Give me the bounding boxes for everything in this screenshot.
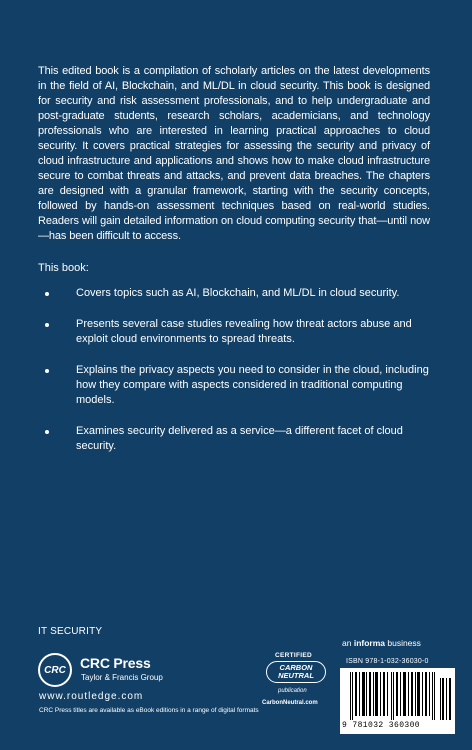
informa-business-label	[342, 638, 421, 648]
feature-list	[38, 286, 438, 470]
publisher-group: Taylor & Francis Group	[81, 673, 163, 682]
isbn-label: ISBN 978-1-032-36030-0	[346, 658, 429, 665]
book-description: This edited book is a compilation of scholarly articles on the latest developments in the field of AI, Blockchain, and ML/DL in cloud security. This book is designed for security and risk assessment professionals, and to help undergraduate and post-graduate students, research scholars, academicians, and technology professionals who are interested in learning practical approaches to cloud security. It covers practical strategies for assessing the security and privacy of cloud infrastructure and applications and shows how to make cloud infrastructure secure to combat threats and attacks, and prevent data breaches. The chapters are designed with a granular framework, starting with the security concepts, followed by hands-on assessment techniques based on real-world studies. Readers will gain detailed information on cloud computing security that—until now—has been difficult to access.	[38, 65, 430, 242]
isbn-barcode	[340, 668, 455, 734]
list-item: Explains the privacy aspects you need to consider in the cloud, including how they compare with aspects considered in traditional computing models.	[38, 363, 438, 408]
carbon-certified-label: CERTIFIED	[275, 652, 313, 659]
barcode-addon-icon	[440, 672, 452, 720]
publisher-name: CRC Press	[80, 655, 151, 671]
carbon-neutral-logo	[262, 652, 334, 716]
list-item: Covers topics such as AI, Blockchain, and ML/DL in cloud security.	[38, 286, 438, 301]
barcode-bars-icon	[350, 672, 436, 720]
carbon-site-label: CarbonNeutral.com	[262, 700, 318, 706]
informa-suffix: business	[385, 638, 421, 648]
crc-logo-icon: CRC	[38, 653, 72, 687]
informa-brand: informa	[353, 638, 385, 648]
list-item: Presents several case studies revealing how threat actors abuse and exploit cloud environments to spread threats.	[38, 317, 438, 347]
bullets-intro: This book:	[38, 262, 89, 274]
carbon-badge-icon: CARBON NEUTRAL	[266, 661, 326, 683]
informa-prefix: an	[342, 638, 354, 648]
subject-category: IT SECURITY	[38, 626, 103, 637]
list-item: Examines security delivered as a service—a different facet of cloud security.	[38, 424, 438, 454]
barcode-digits: 9 781032 360300	[342, 721, 421, 730]
carbon-publication-label: publication	[278, 688, 307, 694]
publisher-url: www.routledge.com	[39, 691, 144, 702]
ebook-note: CRC Press titles are available as eBook editions in a range of digital formats	[39, 707, 259, 714]
